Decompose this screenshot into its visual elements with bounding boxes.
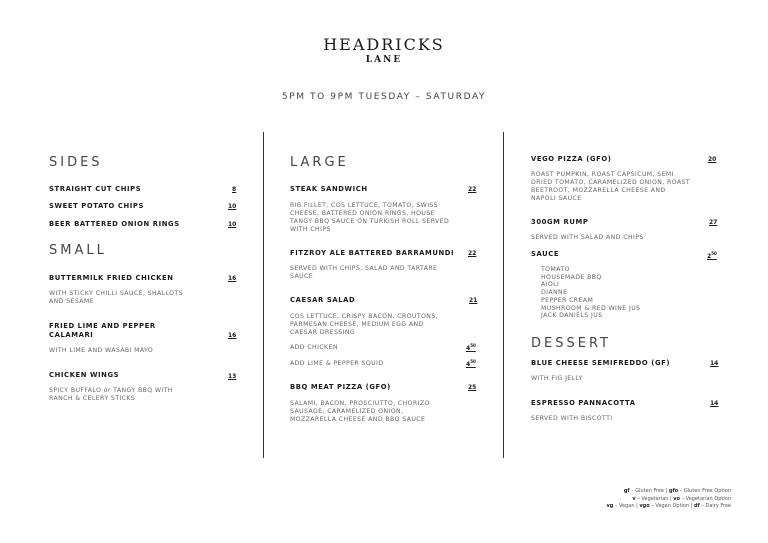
item-price: 14 [710, 400, 719, 407]
sauce-list [541, 266, 640, 320]
item-price: 21 [469, 297, 478, 304]
item-description: ROAST PUMPKIN, ROAST CAPSICUM, SEMI DRIED TOMATO, CARAMELIZED ONION, ROAST BEETROOT, MOZZARELLA CHEESE AND NAPOLI SAUCE [531, 171, 691, 202]
sauce-option: DIANNE [541, 289, 568, 297]
item-description: SERVED WITH SALAD AND CHIPS [531, 234, 644, 241]
legend-line: vg – Vegan | vgo – Vegan Option | df – Dairy Free [606, 503, 731, 509]
dietary-legend [607, 488, 732, 511]
item-name: BLUE CHEESE SEMIFREDDO (GF) [531, 359, 671, 367]
brand-name: HEADRICKS [323, 35, 445, 54]
item-price: 10 [228, 203, 237, 210]
sauce-option: JACK DANIELS JUS [541, 312, 603, 320]
item-price: 13 [228, 373, 237, 380]
item-description: SPICY BUFFALO or TANGY BBQ WITH RANCH & CELERY STICKS [49, 387, 173, 402]
section-title-dessert: DESSERT [531, 336, 611, 351]
sauce-option: TOMATO [541, 266, 570, 273]
item-description: COS LETTUCE, CRISPY BACON, CROUTONS, PARMESAN CHEESE, MEDIUM EGG AND CAESAR DRESSING [290, 313, 439, 336]
item-description: SALAMI, BACON, PROSCIUTTO, CHORIZO SAUSAGE, CARAMELIZED ONION, MOZZARELLA CHEESE AND BBQ SAUCE [290, 400, 430, 423]
sauce-option: HOUSEMADE BBQ [541, 273, 602, 281]
item-description: SERVED WITH BISCOTTI [531, 415, 613, 422]
addon-label: ADD LIME & PEPPER SQUID [290, 360, 384, 367]
addon-price: $4^{50}$ [466, 343, 476, 352]
sauce-option: MUSHROOM & RED WINE JUS [541, 304, 641, 312]
section-title-sides: SIDES [49, 155, 103, 170]
addon-price: $4^{50}$ [466, 359, 476, 368]
item-description: RIB FILLET, COS LETTUCE, TOMATO, SWISS CHEESE, BATTERED ONION RINGS, HOUSE TANGY BBQ SAUCE ON TURKISH ROLL SERVED WITH CHIPS [290, 202, 450, 233]
item-price: 20 [708, 156, 717, 163]
section-title-large: LARGE [290, 155, 349, 170]
column-divider-left [263, 132, 264, 458]
opening-hours: 5PM TO 9PM TUESDAY – SATURDAY [281, 92, 487, 102]
item-description: WITH FIG JELLY [531, 375, 583, 382]
item-name: ESPRESSO PANNACOTTA [531, 399, 636, 407]
item-name: 300GM RUMP [531, 218, 589, 226]
item-name: CAESAR SALAD [290, 296, 356, 304]
item-price: 22 [468, 186, 477, 193]
item-name: SAUCE [531, 250, 560, 258]
item-price: $2^{50}$ [707, 251, 717, 260]
item-name: FITZROY ALE BATTERED BARRAMUNDI [290, 249, 455, 257]
item-price: 25 [468, 384, 477, 391]
brand-subtitle: LANE [365, 55, 403, 65]
item-name: VEGO PIZZA (GFO) [531, 155, 612, 163]
item-name: BUTTERMILK FRIED CHICKEN [49, 274, 174, 282]
item-price: 16 [228, 275, 237, 282]
item-price: 8 [232, 186, 237, 193]
item-name: FRIED LIME AND PEPPER CALAMARI [49, 322, 156, 339]
item-name: CHICKEN WINGS [49, 371, 120, 379]
item-description: SERVED WITH CHIPS, SALAD AND TARTARE SAUCE [290, 265, 438, 280]
sauce-option: PEPPER CREAM [541, 296, 594, 304]
item-name: STRAIGHT CUT CHIPS [49, 185, 142, 193]
sauce-option: AIOLI [541, 281, 560, 289]
item-name: BBQ MEAT PIZZA (GFO) [290, 383, 391, 391]
addon-label: ADD CHICKEN [290, 344, 338, 351]
item-name: SWEET POTATO CHIPS [49, 202, 144, 210]
item-price: 16 [228, 332, 237, 339]
item-description: WITH LIME AND WASABI MAYO [49, 347, 154, 354]
legend-line: v – Vegetarian | vo – Vegetarian Option [632, 495, 731, 502]
item-description: WITH STICKY CHILLI SAUCE, SHALLOTS AND SESAME [49, 290, 183, 305]
item-name: STEAK SANDWICH [290, 185, 368, 193]
item-price: 22 [468, 250, 477, 257]
item-name: BEER BATTERED ONION RINGS [49, 220, 180, 228]
section-title-small: SMALL [49, 243, 107, 258]
legend-line: gf – Gluten Free | gfo – Gluten Free Option [623, 488, 731, 494]
item-price: 27 [709, 219, 718, 226]
item-price: 14 [710, 360, 719, 367]
column-divider-right [503, 132, 504, 458]
item-price: 10 [228, 221, 237, 228]
